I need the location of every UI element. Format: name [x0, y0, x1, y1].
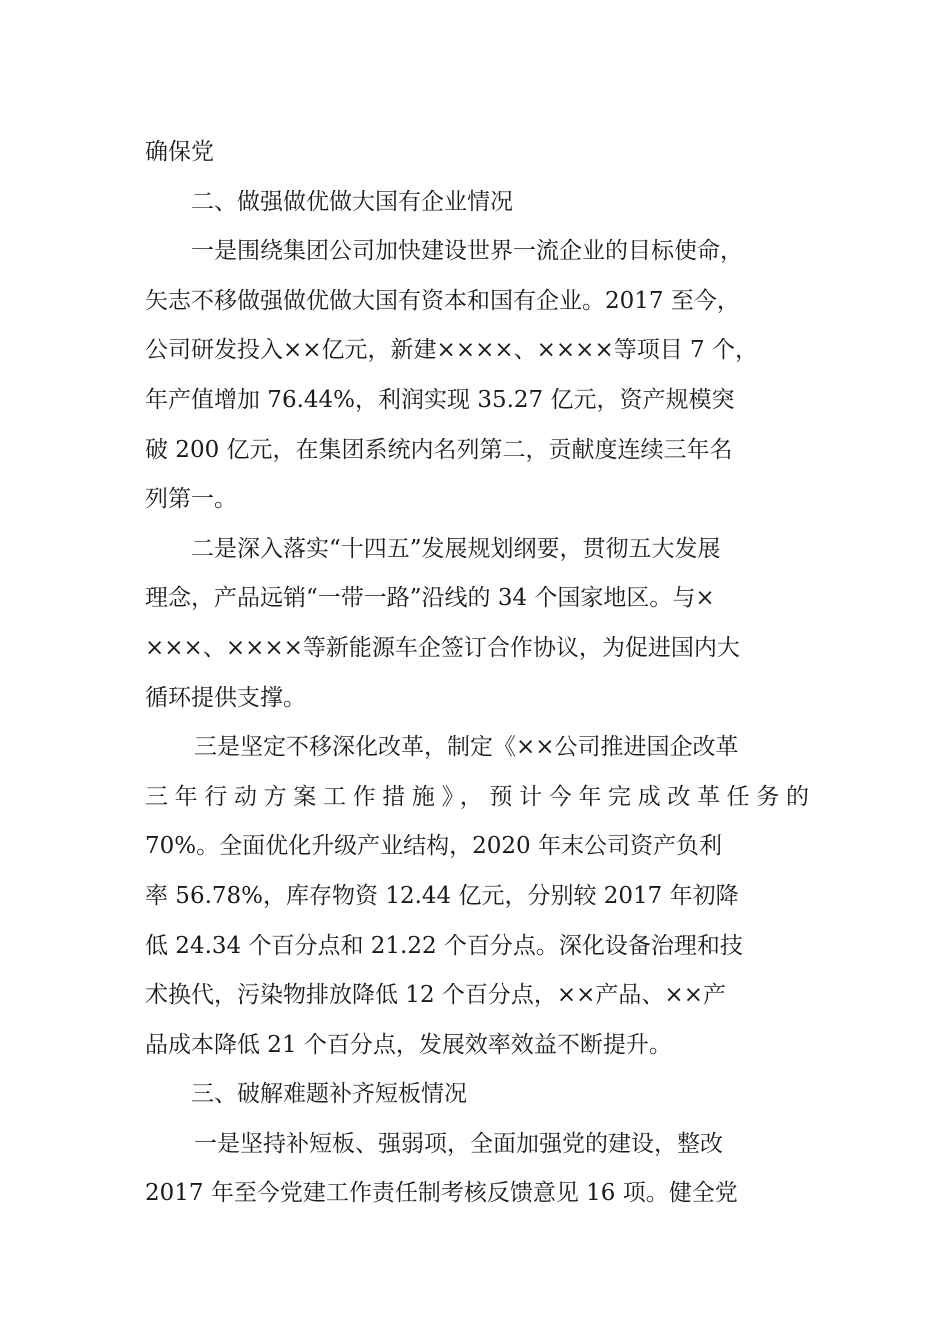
paragraph-line: 破 200 亿元，在集团系统内名列第二，贡献度连续三年名 — [145, 436, 733, 463]
paragraph-line: 术换代，污染物排放降低 12 个百分点，××产品、××产 — [145, 982, 726, 1009]
paragraph-line: 70%。全面优化升级产业结构，2020 年末公司资产负利 — [145, 833, 722, 860]
paragraph-line: 2017 年至今党建工作责任制考核反馈意见 16 项。健全党 — [145, 1180, 738, 1207]
paragraph-line: 公司研发投入××亿元，新建××××、××××等项目 7 个， — [145, 337, 758, 364]
paragraph-line: 年产值增加 76.44%，利润实现 35.27 亿元，资产规模突 — [145, 386, 735, 413]
paragraph-line: 三年行动方案工作措施》，预计今年完成改革任务的 — [145, 783, 809, 810]
paragraph-line: 循环提供支撑。 — [145, 684, 306, 711]
paragraph-line: 三是坚定不移深化改革，制定《××公司推进国企改革 — [194, 734, 739, 761]
paragraph-line: 二是深入落实“十四五”发展规划纲要，贯彻五大发展 — [191, 535, 721, 562]
section-heading-3: 三、破解难题补齐短板情况 — [191, 1081, 467, 1108]
document-page — [145, 128, 809, 1219]
paragraph-line: 确保党 — [145, 139, 214, 165]
paragraph-line: 一是围绕集团公司加快建设世界一流企业的目标使命， — [191, 238, 743, 265]
paragraph-line: 矢志不移做强做优做大国有资本和国有企业。2017 至今， — [145, 287, 740, 314]
paragraph-line: 低 24.34 个百分点和 21.22 个百分点。深化设备治理和技 — [145, 932, 743, 959]
paragraph-line: 列第一。 — [145, 486, 237, 513]
paragraph-line: 一是坚持补短板、强弱项，全面加强党的建设，整改 — [194, 1130, 723, 1157]
paragraph-line: 理念，产品远销“一带一路”沿线的 34 个国家地区。与× — [145, 585, 715, 612]
paragraph-line: ×××、××××等新能源车企签订合作协议，为促进国内大 — [145, 634, 740, 661]
paragraph-line: 率 56.78%，库存物资 12.44 亿元，分别较 2017 年初降 — [145, 882, 739, 909]
paragraph-line: 品成本降低 21 个百分点，发展效率效益不断提升。 — [145, 1031, 672, 1058]
section-heading-2: 二、做强做优做大国有企业情况 — [191, 188, 513, 215]
